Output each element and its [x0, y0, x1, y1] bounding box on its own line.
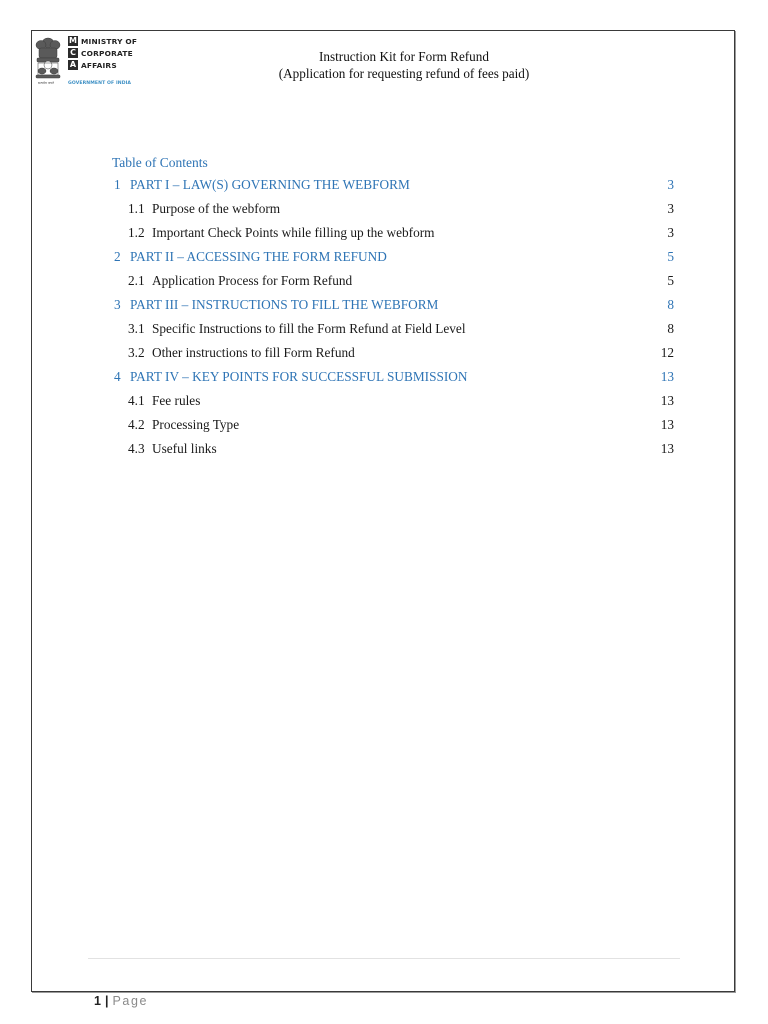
toc-entry-number: 3	[114, 297, 121, 312]
mca-letter-a: A	[69, 60, 77, 69]
page-label: Page	[112, 994, 149, 1008]
toc-entry-part-1[interactable]	[112, 173, 674, 197]
toc-entry-text: Purpose of the webform	[152, 201, 281, 216]
toc-entry-number: 1.1	[128, 201, 145, 216]
page-footer	[94, 994, 148, 1008]
mca-word-affairs: AFFAIRS	[81, 60, 117, 70]
mca-wordmark	[68, 35, 137, 71]
toc-entry-4-3[interactable]	[112, 437, 674, 461]
toc-entry-number: 4.3	[128, 441, 145, 456]
emblem-caption: सत्यमेव जयते	[38, 81, 54, 85]
toc-entry-text: Processing Type	[152, 417, 240, 432]
footer-divider	[88, 958, 680, 959]
toc-entry-text: PART IV – KEY POINTS FOR SUCCESSFUL SUBMISSION	[130, 369, 468, 384]
toc-entry-number: 2.1	[128, 273, 145, 288]
toc-entry-number: 1	[114, 177, 121, 192]
toc-entry-text: Useful links	[152, 441, 217, 456]
toc-entry-text: PART I – LAW(S) GOVERNING THE WEBFORM	[130, 177, 410, 192]
mca-logo	[34, 33, 149, 93]
footer-separator: |	[104, 994, 109, 1008]
toc-entry-page: 12	[660, 345, 674, 360]
toc-heading: Table of Contents	[112, 155, 208, 170]
toc-entry-page: 3	[667, 177, 674, 192]
toc-entry-part-3[interactable]	[112, 293, 674, 317]
toc-entry-number: 3.2	[128, 345, 145, 360]
toc-entry-text: Application Process for Form Refund	[152, 273, 353, 288]
toc-entry-page: 5	[667, 249, 674, 264]
national-emblem-icon	[34, 35, 62, 87]
toc-entry-page: 8	[667, 297, 674, 312]
toc-entry-4-2[interactable]	[112, 413, 674, 437]
toc-entry-text: Important Check Points while filling up the webform	[152, 225, 435, 240]
document-title	[224, 48, 584, 82]
mca-word-ministry: MINISTRY OF	[81, 36, 138, 46]
toc-entry-page: 5	[667, 273, 674, 288]
toc-entry-text: Fee rules	[152, 393, 201, 408]
toc-entry-number: 4.2	[128, 417, 145, 432]
document-title-line-2: (Application for requesting refund of fees paid)	[278, 66, 530, 81]
toc-entry-part-4[interactable]	[112, 365, 674, 389]
document-title-line-1: Instruction Kit for Form Refund	[319, 49, 489, 64]
toc-entry-1-1[interactable]	[112, 197, 674, 221]
toc-entry-number: 4.1	[128, 393, 145, 408]
toc-entry-text: Other instructions to fill Form Refund	[152, 345, 355, 360]
toc-entry-number: 3.1	[128, 321, 145, 336]
mca-line-corporate	[68, 47, 137, 59]
toc-entry-part-2[interactable]	[112, 245, 674, 269]
mca-word-corporate: CORPORATE	[81, 48, 133, 58]
toc-entry-3-1[interactable]	[112, 317, 674, 341]
toc-entry-page: 13	[660, 369, 674, 384]
toc-entry-page: 8	[667, 321, 674, 336]
toc-entry-page: 3	[667, 225, 674, 240]
table-of-contents	[112, 152, 674, 461]
toc-entry-page: 13	[660, 441, 674, 456]
mca-letter-c: C	[68, 48, 78, 58]
toc-entry-1-2[interactable]	[112, 221, 674, 245]
toc-entry-4-1[interactable]	[112, 389, 674, 413]
toc-entry-number: 1.2	[128, 225, 145, 240]
toc-entry-number: 4	[114, 369, 121, 384]
toc-entry-text: Specific Instructions to fill the Form Refund at Field Level	[152, 321, 466, 336]
toc-entry-3-2[interactable]	[112, 341, 674, 365]
government-of-india-label: GOVERNMENT OF INDIA	[68, 81, 132, 86]
mca-line-affairs	[68, 59, 137, 71]
toc-entry-page: 13	[660, 417, 674, 432]
page-header	[34, 33, 734, 93]
toc-entry-2-1[interactable]	[112, 269, 674, 293]
toc-entry-number: 2	[114, 249, 121, 264]
toc-entry-page: 3	[667, 201, 674, 216]
toc-entry-text: PART II – ACCESSING THE FORM REFUND	[130, 249, 387, 264]
mca-line-ministry	[68, 35, 137, 47]
toc-entry-page: 13	[660, 393, 674, 408]
page-number: 1	[94, 994, 101, 1008]
mca-letter-m: M	[69, 36, 77, 45]
toc-entry-text: PART III – INSTRUCTIONS TO FILL THE WEBFORM	[130, 297, 439, 312]
